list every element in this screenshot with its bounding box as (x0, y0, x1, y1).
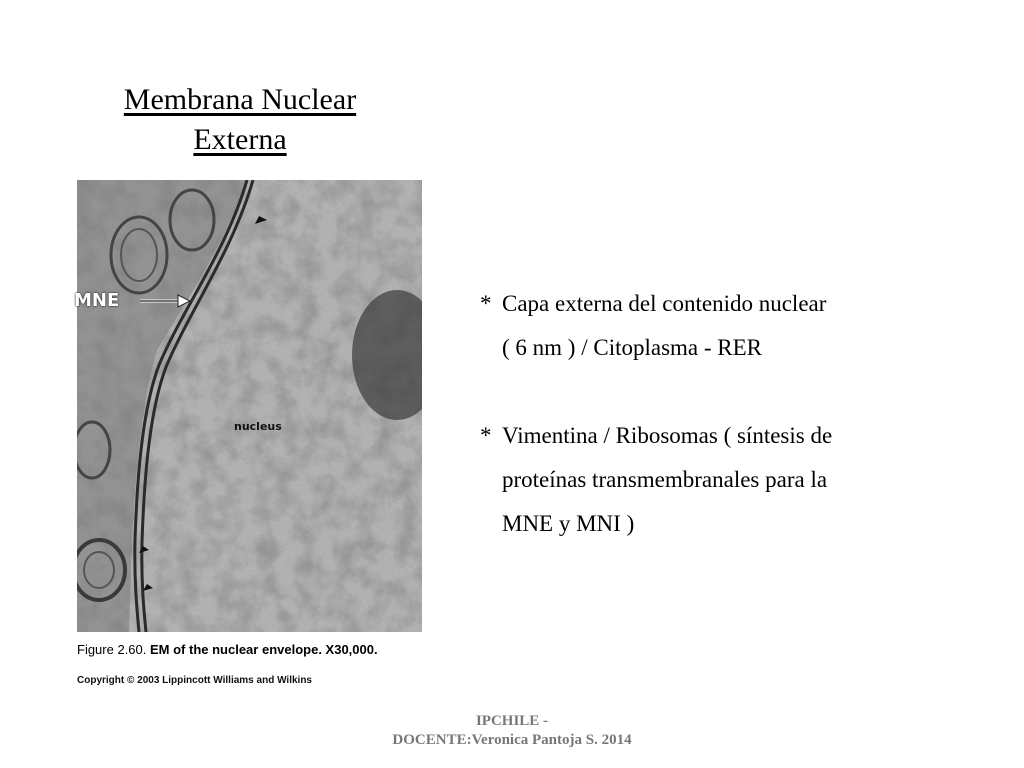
slide-title (100, 80, 380, 160)
bullet-line: proteínas transmembranales para la (502, 467, 828, 492)
figure-copyright: Copyright © 2003 Lippincott Williams and Wilkins (77, 675, 312, 686)
bullet-line: Vimentina / Ribosomas ( síntesis de (502, 423, 833, 448)
arrow-right-icon (140, 293, 190, 309)
bullet-marker: * (480, 291, 492, 316)
bullet-item (480, 414, 950, 546)
figure-caption (77, 642, 437, 657)
footer-line-2: DOCENTE:Veronica Pantoja S. 2014 (392, 732, 632, 748)
mne-label: MNE (74, 290, 120, 311)
slide-footer (300, 712, 724, 750)
footer-line-1: IPCHILE - (475, 713, 549, 729)
bullet-marker: * (480, 423, 492, 448)
electron-micrograph (77, 180, 422, 632)
title-line-1: Membrana Nuclear (123, 83, 357, 116)
bullet-line: MNE y MNI ) (502, 511, 635, 536)
nucleus-label: nucleus (234, 420, 282, 433)
bullet-line: Capa externa del contenido nuclear (502, 291, 827, 316)
bullet-item (480, 282, 950, 370)
caption-number: Figure 2.60. (77, 642, 147, 657)
bullet-line: ( 6 nm ) / Citoplasma - RER (502, 335, 763, 360)
bullet-list (480, 282, 950, 590)
title-line-2: Externa (193, 123, 287, 156)
caption-text: EM of the nuclear envelope. X30,000. (150, 642, 378, 657)
